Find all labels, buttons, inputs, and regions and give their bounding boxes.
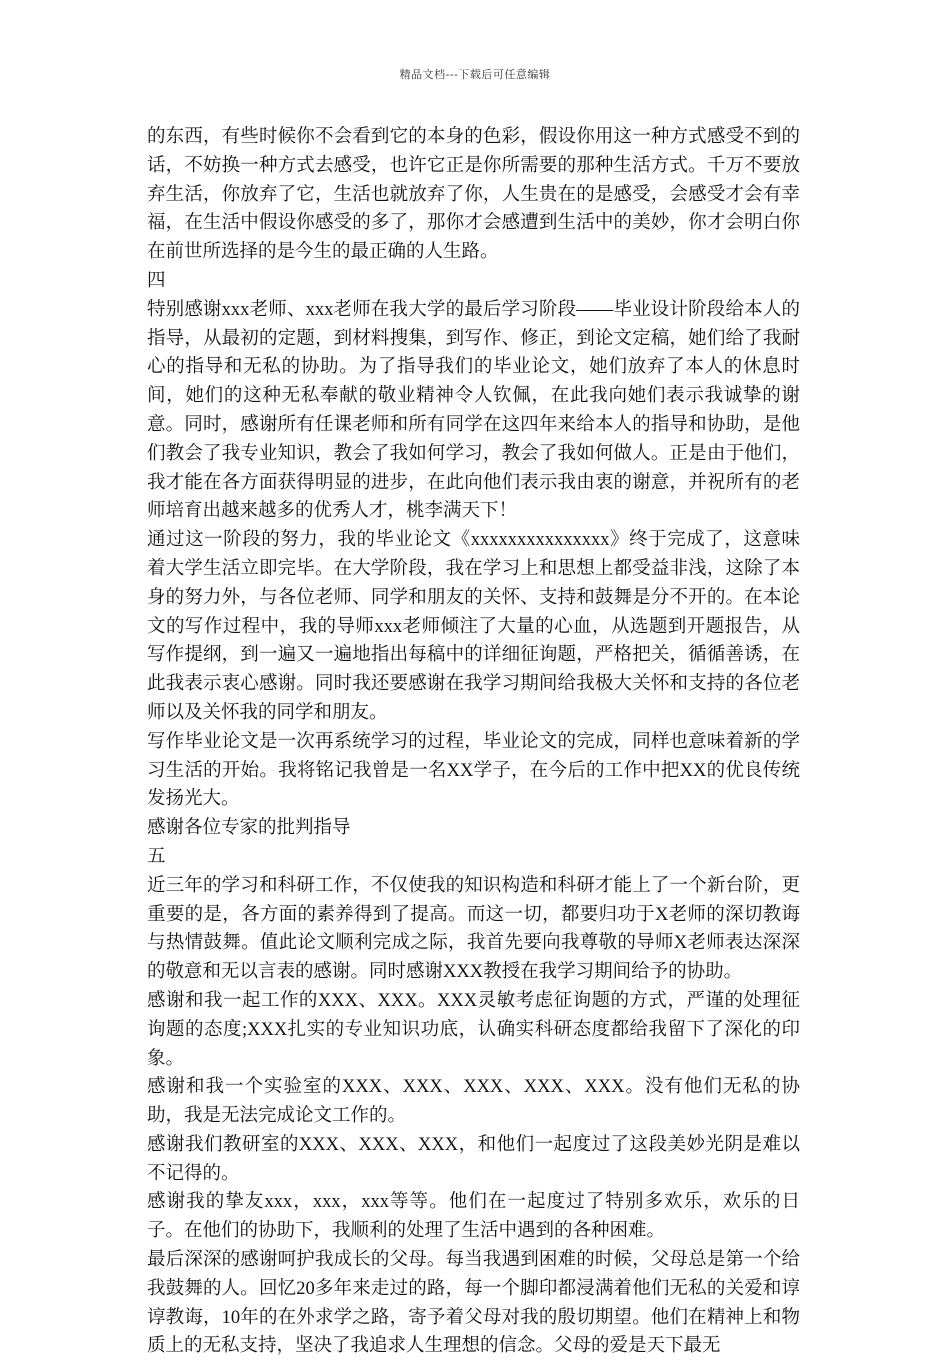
paragraph: 特别感谢xxx老师、xxx老师在我大学的最后学习阶段——毕业设计阶段给本人的指导，从最初的定题，到材料搜集，到写作、修正，到论文定稿，她们给了我耐心的指导和无私的协助。为了指导我们的毕业论文，她们放弃了本人的休息时间，她们的这种无私奉献的敬业精神令人钦佩，在此我向她们表示我诚挚的谢意。同时，感谢所有任课老师和所有同学在这四年来给本人的指导和协助，是他们教会了我专业知识，教会了我如何学习，教会了我如何做人。正是由于他们，我才能在各方面获得明显的进步，在此向他们表示我由衷的谢意，并祝所有的老师培育出越来越多的优秀人才，桃李满天下！ [147,299,800,522]
paragraph: 写作毕业论文是一次再系统学习的过程，毕业论文的完成，同样也意味着新的学习生活的开始。我将铭记我曾是一名XX学子，在今后的工作中把XX的优良传统发扬光大。 [147,731,800,810]
paragraph: 通过这一阶段的努力，我的毕业论文《xxxxxxxxxxxxxxx》终于完成了，这意味着大学生活立即完毕。在大学阶段，我在学习上和思想上都受益非浅，这除了本身的努力外，与各位老师、同学和朋友的关怀、支持和鼓舞是分不开的。在本论文的写作过程中，我的导师xxx老师倾注了大量的心血，从选题到开题报告，从写作提纲，到一遍又一遍地指出每稿中的详细征询题，严格把关，循循善诱，在此我表示衷心感谢。同时我还要感谢在我学习期间给我极大关怀和支持的各位老师以及关怀我的同学和朋友。 [147,530,800,723]
section-heading: 五 [147,846,166,867]
paragraph: 感谢我们教研室的XXX、XXX、XXX，和他们一起度过了这段美妙光阴是难以不记得的。 [147,1134,800,1184]
page-header: 精品文档---下载后可任意编辑 [399,68,551,81]
section-heading: 四 [147,270,166,291]
paragraph: 的东西，有些时候你不会看到它的本身的色彩，假设你用这一种方式感受不到的话，不妨换一种方式去感受，也许它正是你所需要的那种生活方式。千万不要放弃生活，你放弃了它，生活也就放弃了你，人生贵在的是感受，会感受才会有幸福，在生活中假设你感受的多了，那你才会感遭到生活中的美妙，你才会明白你在前世所选择的是今生的最正确的人生路。 [147,127,800,263]
paragraph: 感谢和我一个实验室的XXX、XXX、XXX、XXX、XXX。没有他们无私的协助，我是无法完成论文工作的。 [147,1077,800,1127]
document-body [147,123,800,1361]
paragraph: 感谢各位专家的批判指导 [147,818,351,839]
paragraph: 近三年的学习和科研工作，不仅使我的知识构造和科研才能上了一个新台阶，更重要的是，各方面的素养得到了提高。而这一切，都要归功于X老师的深切教诲与热情鼓舞。值此论文顺利完成之际，我首先要向我尊敬的导师X老师表达深深的敬意和无以言表的感谢。同时感谢XXX教授在我学习期间给予的协助。 [147,875,800,983]
paragraph: 最后深深的感谢呵护我成长的父母。每当我遇到困难的时候，父母总是第一个给我鼓舞的人。回忆20多年来走过的路，每一个脚印都浸满着他们无私的关爱和谆谆教诲，10年的在外求学之路，寄予着父母对我的殷切期望。他们在精神上和物质上的无私支持，坚决了我追求人生理想的信念。父母的爱是天下最无 [147,1250,800,1357]
paragraph: 感谢和我一起工作的XXX、XXX。XXX灵敏考虑征询题的方式，严谨的处理征询题的态度;XXX扎实的专业知识功底，认确实科研态度都给我留下了深化的印象。 [147,990,800,1069]
paragraph: 感谢我的挚友xxx，xxx，xxx等等。他们在一起度过了特别多欢乐，欢乐的日子。在他们的协助下，我顺利的处理了生活中遇到的各种困难。 [147,1192,800,1242]
